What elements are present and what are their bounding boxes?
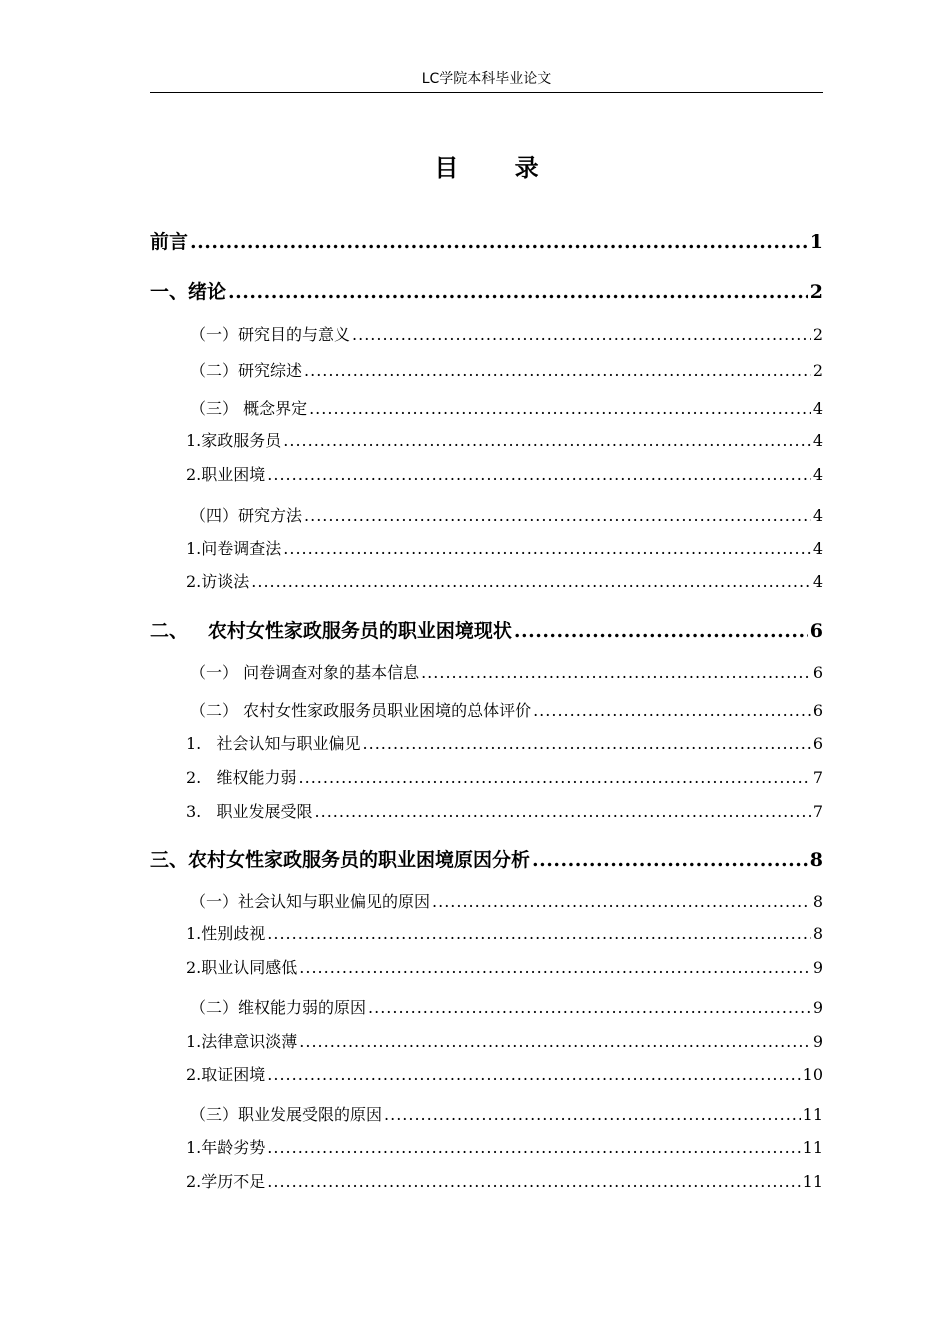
- toc-page-number: 8: [809, 849, 823, 871]
- toc-page-number: 6: [812, 701, 823, 720]
- toc-leader: [283, 431, 811, 450]
- toc-entry-3-1[interactable]: [190, 889, 823, 912]
- toc-page-number: 4: [812, 539, 823, 558]
- toc-leader: [368, 998, 811, 1017]
- toc-label: （二）研究综述: [190, 361, 303, 380]
- toc-page-number: 11: [802, 1138, 823, 1157]
- toc-label: 1.家政服务员: [186, 431, 282, 450]
- toc-leader: [228, 281, 808, 303]
- toc-entry-3-2-2[interactable]: [186, 1062, 823, 1085]
- toc-entry-2-2-1[interactable]: [186, 731, 823, 754]
- toc-leader: [299, 958, 811, 977]
- toc-leader: [352, 325, 811, 344]
- toc-label: （三） 概念界定: [190, 399, 308, 418]
- toc-label: 前言: [150, 231, 189, 253]
- toc-label: （二） 农村女性家政服务员职业困境的总体评价: [190, 701, 532, 720]
- toc-page-number: 6: [809, 620, 823, 642]
- toc-entry-3-3[interactable]: [190, 1102, 823, 1125]
- header-rule: [150, 92, 823, 93]
- toc-entry-2-2-2[interactable]: [186, 765, 823, 788]
- toc-page-number: 11: [802, 1105, 823, 1124]
- toc-leader: [532, 849, 808, 871]
- toc-entry-1-3[interactable]: [190, 396, 823, 419]
- toc-leader: [267, 1172, 800, 1191]
- toc-page-number: 9: [812, 1032, 823, 1051]
- toc-entry-2-2-3[interactable]: [186, 799, 823, 822]
- running-header: LC学院本科毕业论文: [421, 71, 552, 87]
- toc-entry-1-4-2[interactable]: [186, 569, 823, 592]
- toc-leader: [283, 539, 811, 558]
- toc-entry-3-2-1[interactable]: [186, 1029, 823, 1052]
- toc-label: 1.问卷调查法: [186, 539, 282, 558]
- toc-page-number: 6: [812, 734, 823, 753]
- toc-page-number: 9: [812, 958, 823, 977]
- toc-entry-1-4-1[interactable]: [186, 536, 823, 559]
- toc-entry-chapter-2[interactable]: [150, 616, 823, 643]
- toc-page-number: 1: [809, 231, 823, 253]
- toc-page-number: 4: [812, 431, 823, 450]
- toc-label: 2.取证困境: [186, 1065, 266, 1084]
- toc-page-number: 4: [812, 465, 823, 484]
- toc-label: 2.学历不足: [186, 1172, 266, 1191]
- toc-leader: [299, 768, 811, 787]
- toc-entry-chapter-1[interactable]: [150, 277, 823, 304]
- toc-label: （四）研究方法: [190, 506, 303, 525]
- toc-entry-1-3-1[interactable]: [186, 428, 823, 451]
- toc-entry-3-1-1[interactable]: [186, 921, 823, 944]
- toc-entry-3-2[interactable]: [190, 995, 823, 1018]
- toc-page-number: 4: [812, 506, 823, 525]
- toc-page-number: 7: [812, 768, 823, 787]
- page-title: 目 录: [434, 153, 563, 182]
- toc-page-number: 9: [812, 998, 823, 1017]
- toc-label: 2. 维权能力弱: [186, 768, 297, 787]
- toc-entry-preface[interactable]: [150, 227, 823, 254]
- toc-label: （三）职业发展受限的原因: [190, 1105, 383, 1124]
- toc-page-number: 10: [802, 1065, 823, 1084]
- toc-page-number: 11: [802, 1172, 823, 1191]
- toc-leader: [267, 924, 811, 943]
- toc-page-number: 2: [809, 281, 823, 303]
- toc-entry-chapter-3[interactable]: [150, 845, 823, 872]
- toc-label: （一）研究目的与意义: [190, 325, 351, 344]
- toc-label: 1.年龄劣势: [186, 1138, 266, 1157]
- toc-label: （一） 问卷调查对象的基本信息: [190, 663, 420, 682]
- toc-page-number: 8: [812, 924, 823, 943]
- toc-leader: [432, 892, 811, 911]
- toc-label: 2.职业认同感低: [186, 958, 298, 977]
- toc-label: （二）维权能力弱的原因: [190, 998, 367, 1017]
- toc-label: 1. 社会认知与职业偏见: [186, 734, 361, 753]
- toc-leader: [267, 465, 811, 484]
- toc-page-number: 8: [812, 892, 823, 911]
- toc-label: （一）社会认知与职业偏见的原因: [190, 892, 431, 911]
- toc-label: 3. 职业发展受限: [186, 802, 313, 821]
- toc-page-number: 4: [812, 572, 823, 591]
- toc-label: 一、绪论: [150, 281, 227, 303]
- toc-leader: [533, 701, 811, 720]
- toc-entry-1-1[interactable]: [190, 322, 823, 345]
- toc-leader: [251, 572, 811, 591]
- toc-entry-2-2[interactable]: [190, 698, 823, 721]
- toc-page-number: 6: [812, 663, 823, 682]
- toc-page-number: 2: [812, 361, 823, 380]
- toc-leader: [384, 1105, 801, 1124]
- toc-leader: [363, 734, 811, 753]
- toc-label: 2.访谈法: [186, 572, 250, 591]
- toc-label: 2.职业困境: [186, 465, 266, 484]
- toc-entry-3-3-2[interactable]: [186, 1169, 823, 1192]
- toc-leader: [309, 399, 811, 418]
- toc-leader: [315, 802, 811, 821]
- toc-leader: [304, 506, 811, 525]
- toc-label: 二、 农村女性家政服务员的职业困境现状: [150, 620, 512, 642]
- toc-page-number: 7: [812, 802, 823, 821]
- toc-leader: [267, 1065, 800, 1084]
- toc-entry-1-3-2[interactable]: [186, 462, 823, 485]
- toc-leader: [304, 361, 811, 380]
- toc-entry-1-2[interactable]: [190, 358, 823, 381]
- toc-entry-2-1[interactable]: [190, 660, 823, 683]
- toc-label: 三、农村女性家政服务员的职业困境原因分析: [150, 849, 531, 871]
- toc-leader: [299, 1032, 811, 1051]
- toc-leader: [267, 1138, 800, 1157]
- toc-entry-3-3-1[interactable]: [186, 1135, 823, 1158]
- toc-leader: [190, 231, 808, 253]
- toc-leader: [421, 663, 811, 682]
- toc-label: 1.性别歧视: [186, 924, 266, 943]
- toc-page-number: 2: [812, 325, 823, 344]
- toc-entry-1-4[interactable]: [190, 503, 823, 526]
- toc-entry-3-1-2[interactable]: [186, 955, 823, 978]
- toc-page-number: 4: [812, 399, 823, 418]
- toc-leader: [514, 620, 808, 642]
- toc-label: 1.法律意识淡薄: [186, 1032, 298, 1051]
